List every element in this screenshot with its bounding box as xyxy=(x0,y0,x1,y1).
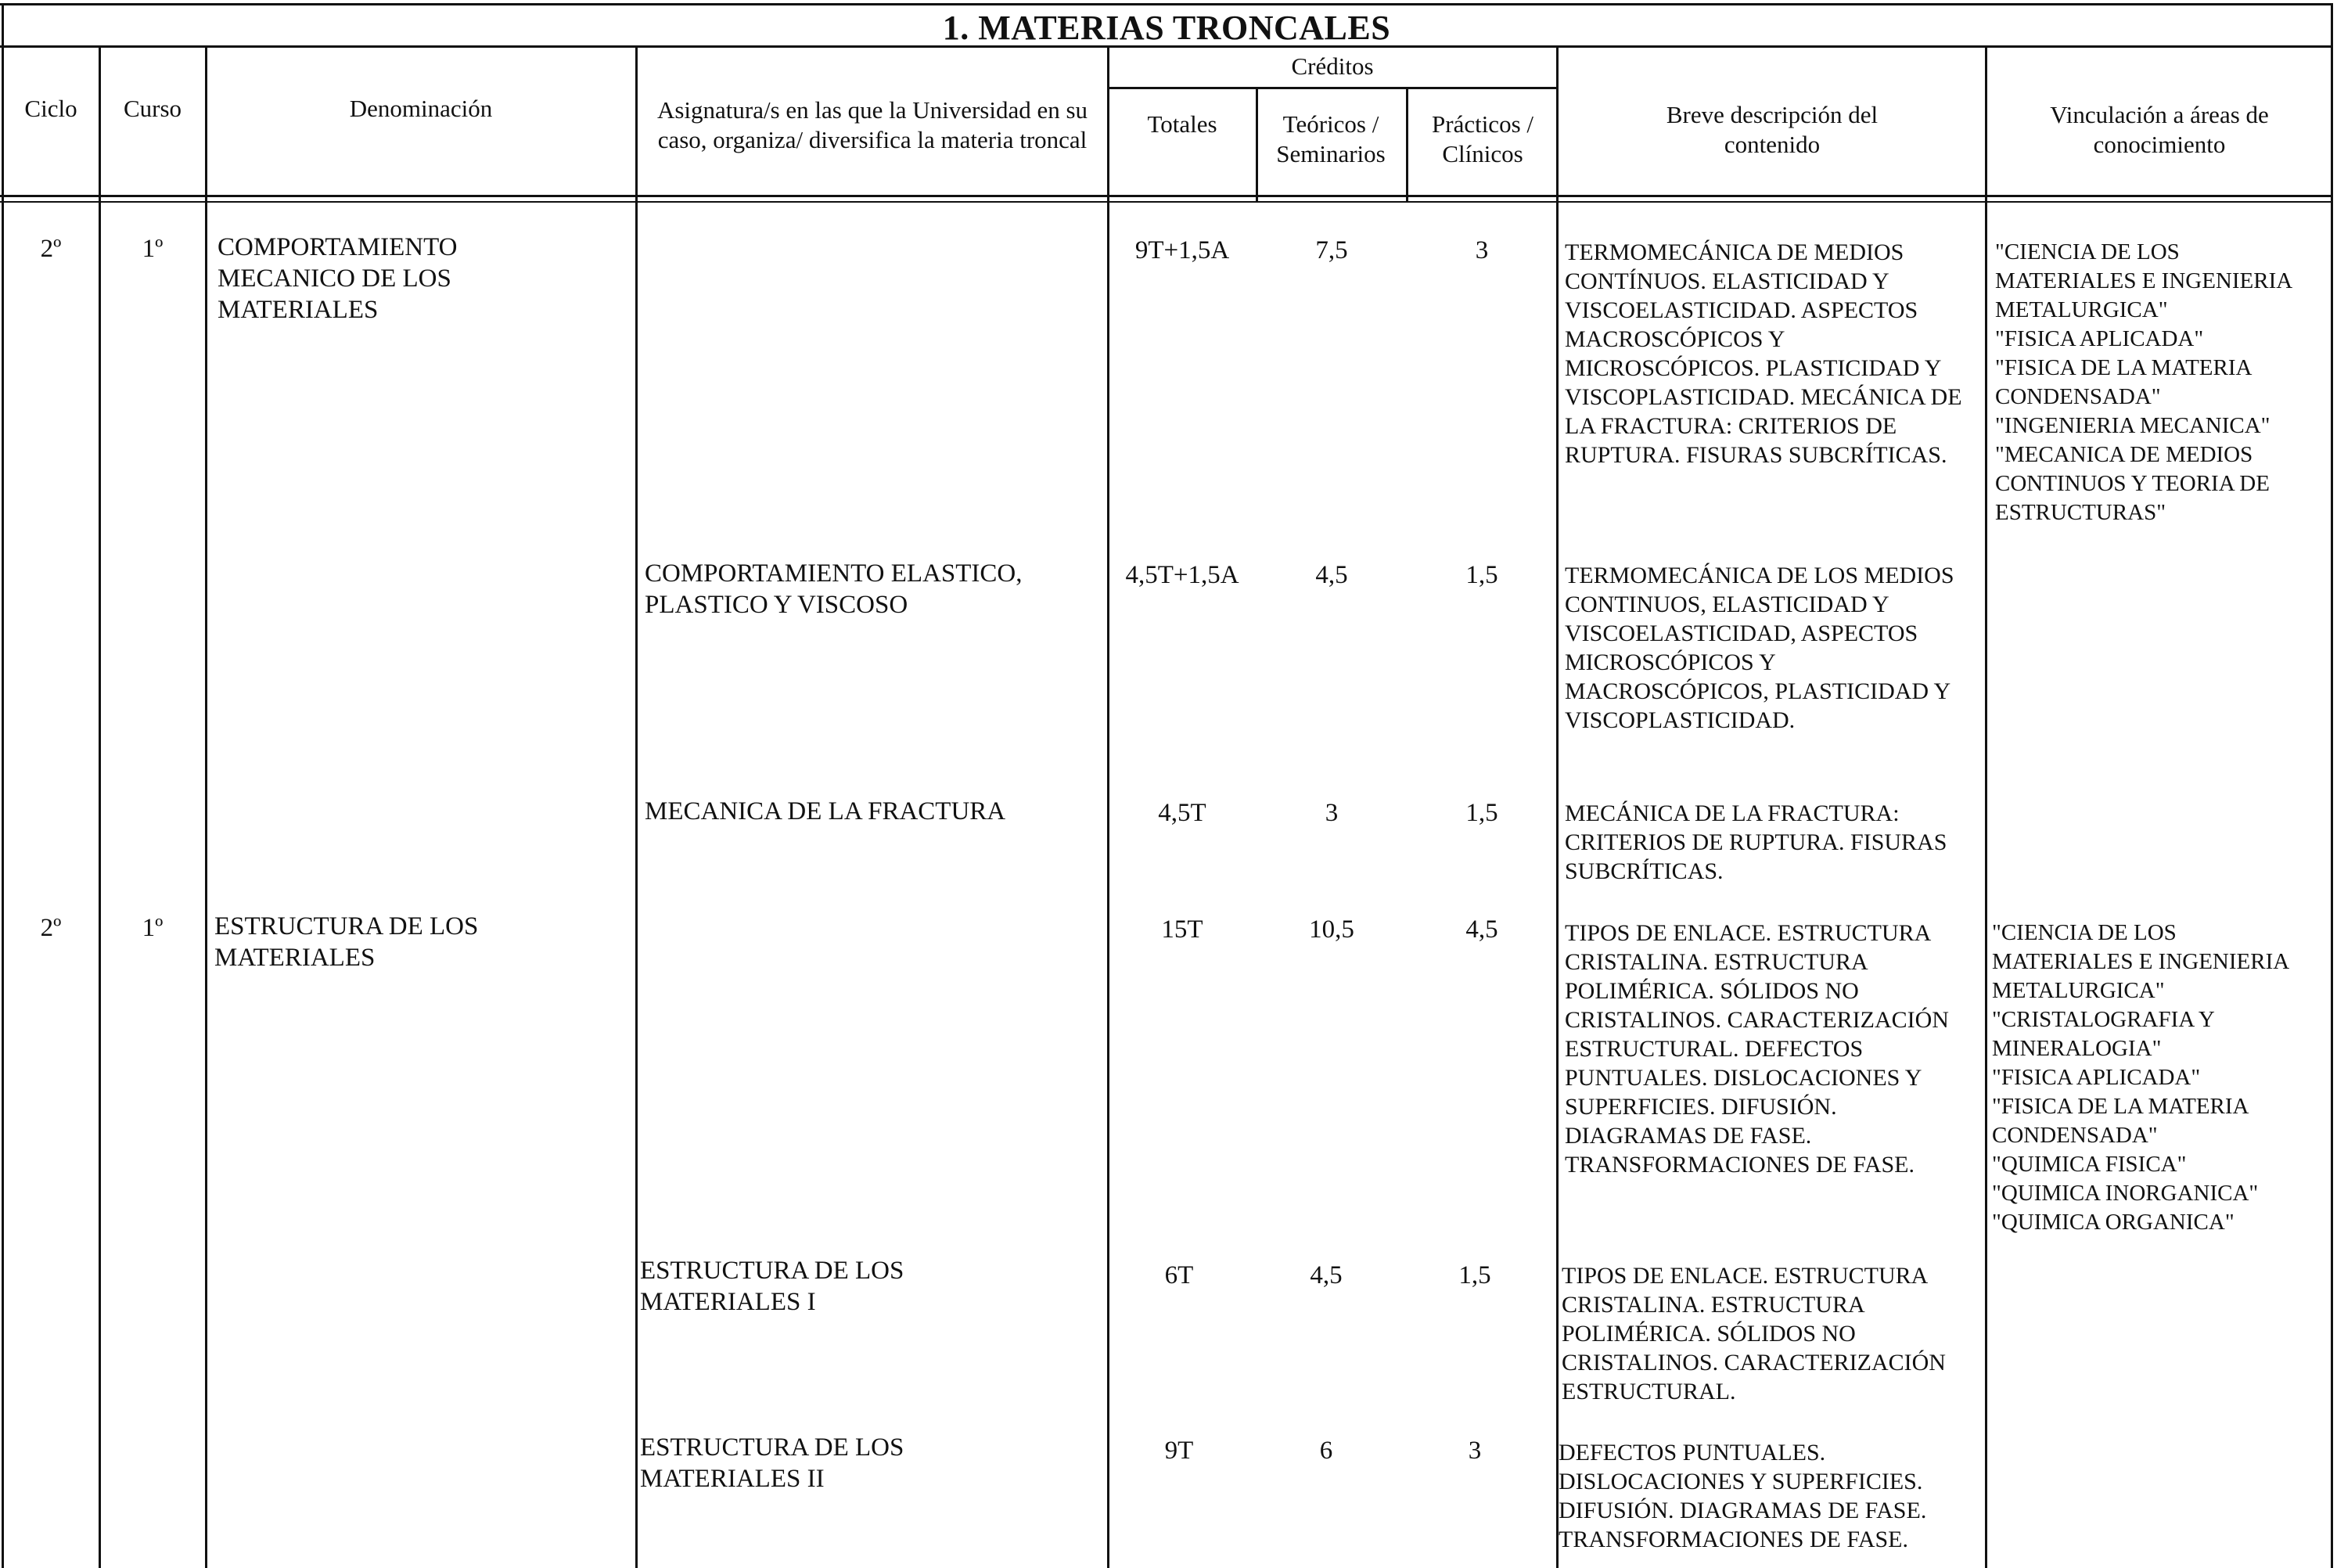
area-line: "CIENCIA DE LOS xyxy=(1992,920,2177,945)
area-line: "CIENCIA DE LOS xyxy=(1995,239,2180,264)
cell-descripcion: TERMOMECÁNICA DE MEDIOS CONTÍNUOS. ELASTICIDAD Y VISCOELASTICIDAD. ASPECTOS MACROSCÓPICOS Y MICROSCÓPICOS. PLASTICIDAD Y VISCOPLASTICIDAD. MECÁNICA DE LA FRACTURA: CRITERIOS DE RUPTURA. FISURAS SUBCRÍTICAS. xyxy=(1565,239,1962,468)
area-line: MATERIALES E INGENIERIA xyxy=(1995,268,2293,293)
area-line: "MECANICA DE MEDIOS xyxy=(1995,442,2253,467)
header-totales: Totales xyxy=(1147,110,1217,138)
area-line: METALURGICA" xyxy=(1995,297,2168,322)
cell-asignatura: ESTRUCTURA DE LOS MATERIALES II xyxy=(640,1433,904,1493)
cell-denominacion: ESTRUCTURA DE LOS MATERIALES xyxy=(214,912,479,972)
header-descripcion: Breve descripción del contenido xyxy=(1666,101,1879,158)
section-title: 1. MATERIAS TRONCALES xyxy=(942,9,1391,47)
cell-areas xyxy=(1992,919,2328,1237)
area-line: "FISICA APLICADA" xyxy=(1992,1065,2201,1090)
header-practicos: Prácticos / Clínicos xyxy=(1432,110,1533,167)
header-curso: Curso xyxy=(123,95,182,122)
cell-practicos: 3 xyxy=(1468,1437,1482,1465)
area-line: "QUIMICA ORGANICA" xyxy=(1992,1210,2235,1235)
cell-practicos: 1,5 xyxy=(1458,1261,1491,1289)
header-denominacion: Denominación xyxy=(349,95,493,122)
cell-practicos: 1,5 xyxy=(1465,561,1498,589)
area-line: CONDENSADA" xyxy=(1995,384,2161,409)
cell-totales: 9T xyxy=(1164,1437,1194,1465)
cell-practicos: 3 xyxy=(1475,236,1489,264)
cell-teoricos: 4,5 xyxy=(1315,561,1348,589)
cell-teoricos: 7,5 xyxy=(1315,236,1348,264)
cell-denominacion: COMPORTAMIENTO MECANICO DE LOS MATERIALES xyxy=(218,233,458,324)
cell-areas xyxy=(1995,238,2328,527)
cell-practicos: 1,5 xyxy=(1465,799,1498,827)
cell-curso: 1º xyxy=(142,914,164,942)
area-line: ESTRUCTURAS" xyxy=(1995,500,2166,525)
header-ciclo: Ciclo xyxy=(24,95,77,122)
cell-descripcion: TERMOMECÁNICA DE LOS MEDIOS CONTINUOS, ELASTICIDAD Y VISCOELASTICIDAD, ASPECTOS MICROSCÓPICOS Y MACROSCÓPICOS, PLASTICIDAD Y VISCOPLASTICIDAD. xyxy=(1565,563,1954,733)
cell-totales: 4,5T xyxy=(1158,799,1206,827)
header-asignatura: Asignatura/s en las que la Universidad en su caso, organiza/ diversifica la materia troncal xyxy=(656,96,1088,153)
cell-totales: 9T+1,5A xyxy=(1134,236,1230,264)
cell-asignatura: COMPORTAMIENTO ELASTICO, PLASTICO Y VISCOSO xyxy=(645,559,1023,619)
header-teoricos: Teóricos / Seminarios xyxy=(1276,110,1386,167)
cell-ciclo: 2º xyxy=(40,914,62,942)
cell-descripcion: TIPOS DE ENLACE. ESTRUCTURA CRISTALINA. ESTRUCTURA POLIMÉRICA. SÓLIDOS NO CRISTALINOS. CARACTERIZACIÓN ESTRUCTURAL. xyxy=(1562,1263,1946,1404)
area-line: MINERALOGIA" xyxy=(1992,1036,2162,1061)
area-line: "FISICA APLICADA" xyxy=(1995,326,2204,351)
area-line: CONTINUOS Y TEORIA DE xyxy=(1995,471,2270,496)
cell-asignatura: ESTRUCTURA DE LOS MATERIALES I xyxy=(640,1257,904,1316)
cell-teoricos: 3 xyxy=(1325,799,1339,827)
cell-descripcion: TIPOS DE ENLACE. ESTRUCTURA CRISTALINA. ESTRUCTURA POLIMÉRICA. SÓLIDOS NO CRISTALINOS. CARACTERIZACIÓN ESTRUCTURAL. DEFECTOS PUNTUALES. DISLOCACIONES Y SUPERFICIES. DIFUSIÓN. DIAGRAMAS DE FASE. TRANSFORMACIONES DE FASE. xyxy=(1565,920,1949,1178)
cell-totales: 15T xyxy=(1161,915,1203,944)
area-line: "QUIMICA FISICA" xyxy=(1992,1152,2187,1177)
cell-ciclo: 2º xyxy=(40,235,62,263)
cell-totales: 4,5T+1,5A xyxy=(1125,561,1239,589)
cell-totales: 6T xyxy=(1164,1261,1194,1289)
area-line: "FISICA DE LA MATERIA xyxy=(1992,1094,2249,1119)
area-line: "FISICA DE LA MATERIA xyxy=(1995,355,2253,380)
header-vinculacion: Vinculación a áreas de conocimiento xyxy=(2050,101,2269,158)
area-line: METALURGICA" xyxy=(1992,978,2165,1003)
area-line: CONDENSADA" xyxy=(1992,1123,2158,1148)
area-line: "QUIMICA INORGANICA" xyxy=(1992,1181,2259,1206)
area-line: "INGENIERIA MECANICA" xyxy=(1995,413,2270,438)
cell-practicos: 4,5 xyxy=(1465,915,1498,944)
cell-teoricos: 10,5 xyxy=(1309,915,1354,944)
area-line: MATERIALES E INGENIERIA xyxy=(1992,949,2290,974)
cell-curso: 1º xyxy=(142,235,164,263)
cell-descripcion: DEFECTOS PUNTUALES. DISLOCACIONES Y SUPERFICIES. DIFUSIÓN. DIAGRAMAS DE FASE. TRANSFORMACIONES DE FASE. xyxy=(1559,1440,1927,1552)
cell-asignatura: MECANICA DE LA FRACTURA xyxy=(645,797,1006,825)
cell-teoricos: 6 xyxy=(1319,1437,1333,1465)
header-creditos: Créditos xyxy=(1291,52,1374,80)
area-line: "CRISTALOGRAFIA Y xyxy=(1992,1007,2215,1032)
cell-descripcion: MECÁNICA DE LA FRACTURA: CRITERIOS DE RUPTURA. FISURAS SUBCRÍTICAS. xyxy=(1565,800,1947,884)
cell-teoricos: 4,5 xyxy=(1310,1261,1343,1289)
